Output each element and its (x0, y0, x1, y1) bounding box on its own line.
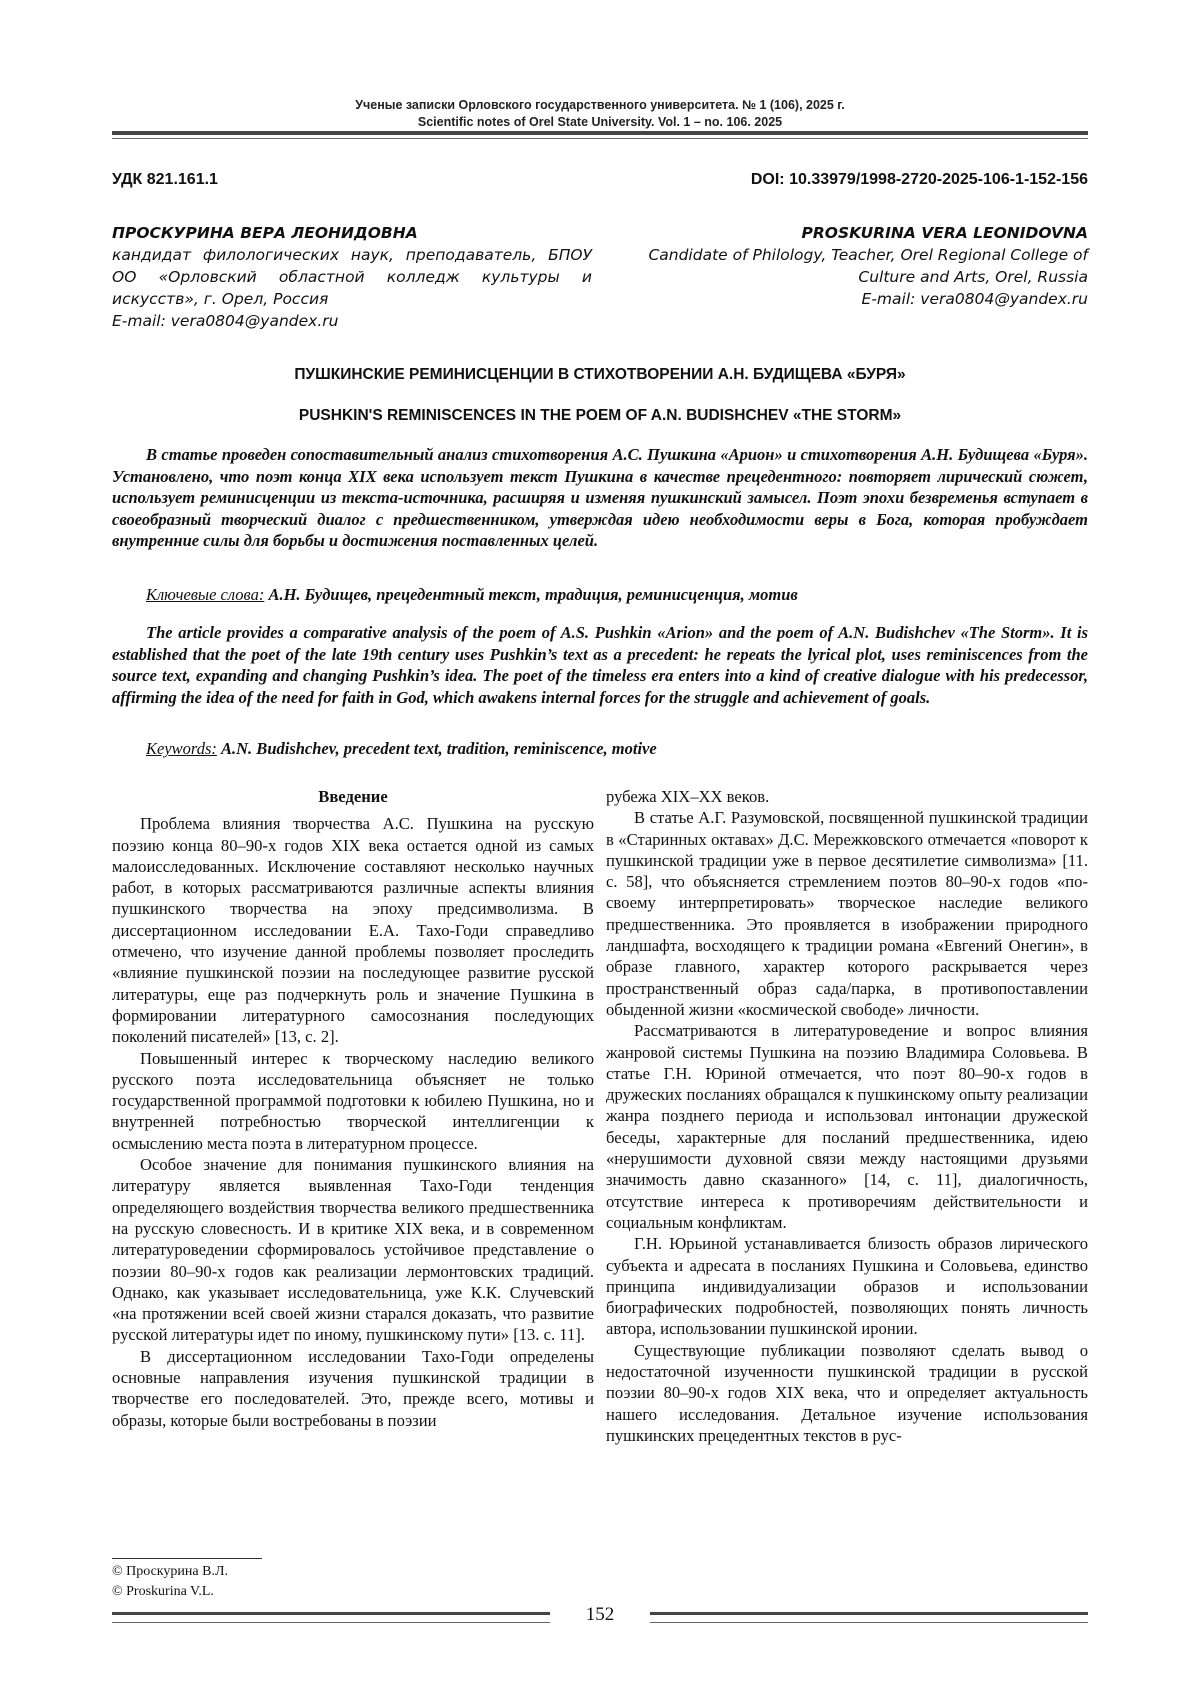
section-heading: Введение (318, 787, 388, 806)
paragraph: Повышенный интерес к творческому наследию великого русского поэта исследовательница объясняет не только государственной программой подготовки к юбилею Пушкина, но и внутренней потребностью творческой интеллигенции к осмыслению места поэта в литературном процессе. (112, 1048, 594, 1153)
author-block-en (632, 222, 1088, 310)
article-title-en: PUSHKIN'S REMINISCENCES IN THE POEM OF A.N. BUDISHCHEV «THE STORM» (298, 407, 902, 424)
journal-title-en: Scientific notes of Orel State University. Vol. 1 – no. 106. 2025 (417, 115, 783, 129)
author-name-en: PROSKURINA VERA LEONIDOVNA (801, 224, 1088, 242)
author-email-en[interactable]: E-mail: vera0804@yandex.ru (861, 290, 1088, 308)
page-number: 152 (585, 1604, 615, 1625)
body-column-left (112, 786, 594, 1431)
footnote-copyright-en: © Proskurina V.L. (112, 1584, 214, 1599)
article-title-ru: ПУШКИНСКИЕ РЕМИНИСЦЕНЦИИ В СТИХОТВОРЕНИИ А.Н. БУДИЩЕВА «БУРЯ» (294, 366, 906, 383)
author-name-ru: ПРОСКУРИНА ВЕРА ЛЕОНИДОВНА (112, 224, 418, 242)
footnote-copyright-ru: © Проскурина В.Л. (112, 1564, 228, 1579)
keywords-value-ru: А.Н. Будищев, прецедентный текст, традиция, реминисценция, мотив (268, 585, 798, 604)
paragraph: Существующие публикации позволяют сделать вывод о недостаточной изученности пушкинской традиции в русской поэзии 80–90-х годов XIX века, что и определяет актуальность нашего исследования. Детальное изучение использования пушкинских прецедентных текстов в рус- (606, 1340, 1088, 1445)
header-rule-thick (112, 131, 1088, 135)
paragraph-continuation: рубежа XIX–XX веков. (606, 787, 770, 806)
paragraph: Особое значение для понимания пушкинского влияния на литературу является выявленная Тахо-Годи тенденция определяющего воздействия творчества великого предшественника на русскую словесность. И в критике XIX века, и в современном литературоведении сформировалось устойчивое представление о поэзии 80–90-х годов как реализации лермонтовских традиций. Однако, как указывает исследовательница, уже К.К. Случевский «на протяжении всей своей жизни старался доказать, что развитие русской литературы идет по иному, пушкинскому пути» [13. с. 11]. (112, 1155, 594, 1345)
abstract-en: The article provides a comparative analysis of the poem of A.S. Pushkin «Arion» and the poem of A.N. Budishchev «The Storm». It is established that the poet of the late 19th century uses Pushkin’s text as a precedent: he repeats the lyrical plot, uses reminiscences from the source text, expanding and changing Pushkin’s idea. The poet of the timeless era enters into a kind of creative dialogue with his predecessor, affirming the idea of the need for faith in God, which awakens internal forces for the struggle and achievement of goals. (112, 623, 1088, 707)
paragraph: В диссертационном исследовании Тахо-Годи определены основные направления изучения пушкинской традиции в творчестве его последователей. Это, прежде всего, мотивы и образы, которые были востребованы в поэзии (112, 1346, 594, 1430)
keywords-label-ru: Ключевые слова: (146, 585, 265, 604)
author-affiliation-en: Candidate of Philology, Teacher, Orel Regional College of Culture and Arts, Orel, Russia (648, 246, 1088, 286)
doi[interactable]: DOI: 10.33979/1998-2720-2025-106-1-152-156 (750, 171, 1088, 188)
paragraph: В статье А.Г. Разумовской, посвященной пушкинской традиции в «Старинных октавах» Д.С. Мережковского отмечается «поворот к пушкинской традиции уже в первое десятилетие символизма» [11. с. 58], что объясняется стремлением поэтов 80–90-х годов «по-своему интерпретировать» творческое наследие великого предшественника. Это проявляется в изображении природного ландшафта, восходящего к традиции романа «Евгений Онегин», в образе главного, характер которого раскрывается через пространственный образ сада/парка, в противопоставлении обыденной жизни «космической свободе» личности. (606, 808, 1088, 1019)
keywords-value-en: A.N. Budishchev, precedent text, tradition, reminiscence, motive (221, 739, 657, 758)
body-column-right (606, 786, 1088, 1446)
paragraph: Г.Н. Юрьиной устанавливается близость образов лирического субъекта и адресата в посланиях Пушкина и Соловьева, единство принципа индивидуализации образов и использовании биографических подробностей, позволяющих понять личность автора, использовании пушкинской иронии. (606, 1234, 1088, 1339)
abstract-ru: В статье проведен сопоставительный анализ стихотворения А.С. Пушкина «Арион» и стихотворения А.Н. Будищева «Буря». Установлено, что поэт конца XIX века использует текст Пушкина в качестве прецедентного: повторяет лирический сюжет, использует реминисценции из текста-источника, расширяя и изменяя пушкинский замысел. Поэт эпохи безвременья вступает в своеобразный творческий диалог с предшественником, утверждая идею необходимости веры в Бога, которая пробуждает внутренние силы для борьбы и достижения поставленных целей. (112, 445, 1088, 550)
footnotes (112, 1562, 228, 1602)
author-block-ru (112, 222, 592, 332)
footnote-rule (112, 1558, 262, 1559)
keywords-en (112, 738, 1088, 760)
author-affiliation-ru: кандидат филологических наук, преподаватель, БПОУ ОО «Орловский областной колледж культуры и искусств», г. Орел, Россия (112, 246, 592, 308)
paragraph: Рассматриваются в литературоведение и вопрос влияния жанровой системы Пушкина на поэзию Владимира Соловьева. В статье Г.Н. Юриной отмечается, что поэт 80–90-х годов в дружеских посланиях обращался к пушкинскому опыту реализации жанра позднего периода и использовал интонации дружеской беседы, характерные для посланий предшественника, идею «нерушимости духовной связи между настоящими друзьями значимость давно сказанного» [14, с. 11], диалогичность, отсутствие интереса к противоречиям действительности и социальным конфликтам. (606, 1021, 1088, 1232)
journal-title-ru: Ученые записки Орловского государственного университета. № 1 (106), 2025 г. (355, 98, 845, 112)
keywords-label-en: Keywords: (146, 739, 217, 758)
udk-code: УДК 821.161.1 (112, 171, 218, 188)
paragraph: Проблема влияния творчества А.С. Пушкина на русскую поэзию конца 80–90-х годов XIX века остается одной из самых малоисследованных. Исключение составляют несколько научных работ, в которых рассматриваются различные аспекты влияния пушкинского творчества на эпоху предсимволизма. В диссертационном исследовании Е.А. Тахо-Годи справедливо отмечено, что изучение данной проблемы позволяет проследить «влияние пушкинской поэзии на последующее развитие русской литературы, еще раз подчеркнуть роль и значение Пушкина в формировании литературного самосознания последующих поколений писателей» [13, с. 2]. (112, 814, 594, 1047)
header-rule-thin (112, 138, 1088, 139)
footer-rule-right (650, 1612, 1088, 1623)
keywords-ru (112, 584, 1088, 606)
footer-rule-left (112, 1612, 550, 1623)
author-email-ru[interactable]: E-mail: vera0804@yandex.ru (112, 312, 339, 330)
journal-header (112, 97, 1088, 131)
